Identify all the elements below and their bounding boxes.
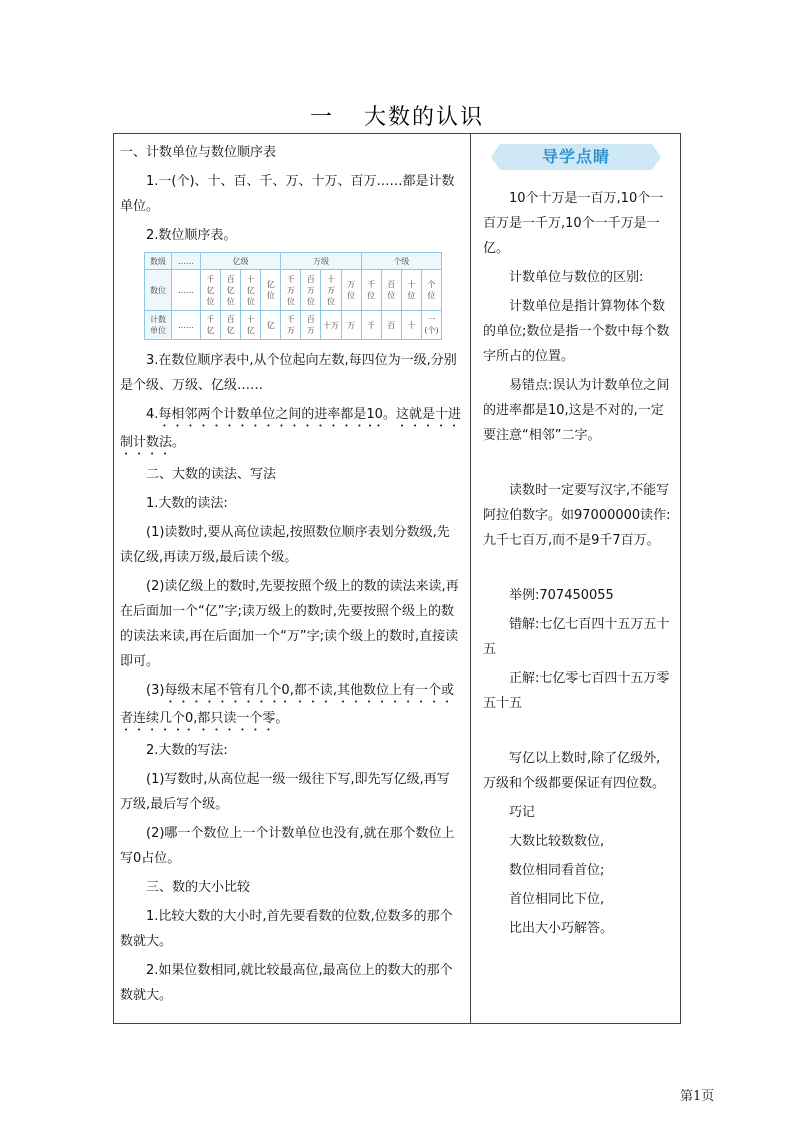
emphasis-text: 每级末尾不管有几个0,都不读,其他数位上有一个或者连续几个0,都只读一个零。 xyxy=(120,683,454,726)
section-heading-1: 一、计数单位与数位顺序表 xyxy=(120,145,277,160)
place-value-table xyxy=(144,252,442,340)
unit-cell: 一(个) xyxy=(424,315,439,335)
paragraph-6: (1)读数时,要从高位读起,按照数位顺序表划分数级,先读亿级,再读万级,最后读个级。 xyxy=(120,525,450,565)
table-cell xyxy=(261,270,281,311)
table-cell xyxy=(341,270,361,311)
position-cell: 十亿位 xyxy=(246,274,255,306)
note-3: 计数单位是指计算物体个数的单位;数位是指一个数中每个数字所占的位置。 xyxy=(483,299,670,364)
page-title xyxy=(0,100,794,131)
position-cell: 千亿位 xyxy=(206,274,215,306)
table-cell xyxy=(401,270,421,311)
unit-cell: 百 xyxy=(381,311,401,340)
emphasis-text: 每相邻两个计数单位之间的进率都是10。这就是十进制计数法。 xyxy=(120,407,461,450)
position-cell: 万位 xyxy=(347,280,356,300)
unit-cell: 千亿 xyxy=(206,315,215,335)
chapter-number: 一 xyxy=(309,105,334,130)
paragraph-8: (3)每级末尾不管有几个0,都不读,其他数位上有一个或者连续几个0,都只读一个零。 xyxy=(120,683,454,726)
level-wan: 万级 xyxy=(281,253,361,270)
table-cell xyxy=(201,270,221,311)
banner-title: 导学点睛 xyxy=(541,147,610,166)
spacer xyxy=(483,452,673,478)
position-cell: 百万位 xyxy=(306,274,315,306)
position-cell: 百位 xyxy=(387,280,396,300)
unit-cell: 千万 xyxy=(286,315,295,335)
paragraph-5: 1.大数的读法: xyxy=(146,496,228,511)
unit-cell: 百万 xyxy=(306,315,315,335)
note-9: 写亿以上数时,除了亿级外,万级和个级都要保证有四位数。 xyxy=(483,751,666,791)
mnemonic-line-2: 数位相同看首位; xyxy=(509,863,605,878)
table-cell xyxy=(241,270,261,311)
left-column xyxy=(114,140,470,1012)
position-cell: 个位 xyxy=(427,280,436,300)
table-ellipsis: …… xyxy=(172,270,201,311)
unit-cell: 十 xyxy=(401,311,421,340)
section-heading-2: 二、大数的读法、写法 xyxy=(146,467,277,482)
position-cell: 千位 xyxy=(367,280,376,300)
paragraph-9: 2.大数的写法: xyxy=(146,743,228,758)
note-6: 举例:707450055 xyxy=(509,588,614,603)
mnemonic-line-1: 大数比较数数位, xyxy=(509,834,605,849)
table-cell xyxy=(221,311,241,340)
position-cell: 十位 xyxy=(407,280,416,300)
unit-cell: 百亿 xyxy=(226,315,235,335)
level-yi: 亿级 xyxy=(201,253,281,270)
table-cell xyxy=(241,311,261,340)
table-header-unit: 计数单位 xyxy=(145,311,172,340)
unit-cell: 十万 xyxy=(321,311,341,340)
position-cell: 千万位 xyxy=(286,274,295,306)
paragraph-7: (2)读亿级上的数时,先要按照个级上的数的读法来读,再在后面加一个“亿”字;读万级上的数时,先要按照个级上的数的读法来读,再在后面加一个“万”字;读个级上的数时,直接读即可。 xyxy=(120,579,459,669)
table-ellipsis: …… xyxy=(172,253,201,270)
table-header-level: 数级 xyxy=(145,253,172,270)
table-cell xyxy=(221,270,241,311)
unit-cell: 千 xyxy=(361,311,381,340)
table-cell xyxy=(201,311,221,340)
paragraph-4: 4.每相邻两个计数单位之间的进率都是10。这就是十进制计数法。 xyxy=(120,407,461,450)
mnemonic-title: 巧记 xyxy=(509,805,536,820)
content-frame xyxy=(113,133,681,1024)
position-cell: 亿位 xyxy=(266,280,275,300)
level-ge: 个级 xyxy=(361,253,441,270)
paragraph-10: (1)写数时,从高位起一级一级往下写,即先写亿级,再写万级,最后写个级。 xyxy=(120,772,450,812)
paragraph-1: 1.一(个)、十、百、千、万、十万、百万……都是计数单位。 xyxy=(120,174,455,214)
right-column xyxy=(471,134,681,945)
paragraph-13: 2.如果位数相同,就比较最高位,最高位上的数大的那个数就大。 xyxy=(120,963,453,1003)
note-8: 正解:七亿零七百四十五万零五十五 xyxy=(483,671,670,711)
table-cell xyxy=(281,311,301,340)
paragraph-3: 3.在数位顺序表中,从个位起向左数,每四位为一级,分别是个级、万级、亿级…… xyxy=(120,353,457,393)
section-heading-3: 三、数的大小比较 xyxy=(146,880,251,895)
table-cell xyxy=(321,270,341,311)
unit-cell: 十亿 xyxy=(246,315,255,335)
note-5: 读数时一定要写汉字,不能写阿拉伯数字。如97000000读作:九千七百万,而不是9千7百万。 xyxy=(483,483,671,548)
chapter-title: 大数的认识 xyxy=(364,105,485,130)
position-cell: 十万位 xyxy=(327,274,335,306)
table-cell xyxy=(281,270,301,311)
position-cell: 百亿位 xyxy=(226,274,235,306)
page-number: 第1页 xyxy=(680,1089,715,1104)
note-1: 10个十万是一百万,10个一百万是一千万,10个一千万是一亿。 xyxy=(483,191,664,256)
note-4: 易错点:误认为计数单位之间的进率都是10,这是不对的,一定要注意“相邻”二字。 xyxy=(483,378,670,443)
note-2: 计数单位与数位的区别: xyxy=(509,270,644,285)
table-cell xyxy=(361,270,381,311)
table-cell xyxy=(421,270,441,311)
paragraph-2: 2.数位顺序表。 xyxy=(146,228,237,243)
unit-cell: 万 xyxy=(341,311,361,340)
table-cell xyxy=(301,270,321,311)
guide-banner xyxy=(491,142,661,172)
table-ellipsis: …… xyxy=(172,311,201,340)
mnemonic-line-3: 首位相同比下位, xyxy=(509,892,605,907)
table-cell xyxy=(381,270,401,311)
mnemonic-line-4: 比出大小巧解答。 xyxy=(509,921,614,936)
table-cell xyxy=(421,311,441,340)
paragraph-11: (2)哪一个数位上一个计数单位也没有,就在那个数位上写0占位。 xyxy=(120,826,455,866)
unit-cell: 亿 xyxy=(261,311,281,340)
spacer xyxy=(483,557,673,583)
paragraph-12: 1.比较大数的大小时,首先要看数的位数,位数多的那个数就大。 xyxy=(120,909,453,949)
note-7: 错解:七亿七百四十五万五十五 xyxy=(483,617,670,657)
spacer xyxy=(483,720,673,746)
table-cell xyxy=(301,311,321,340)
table-header-position: 数位 xyxy=(145,270,172,311)
